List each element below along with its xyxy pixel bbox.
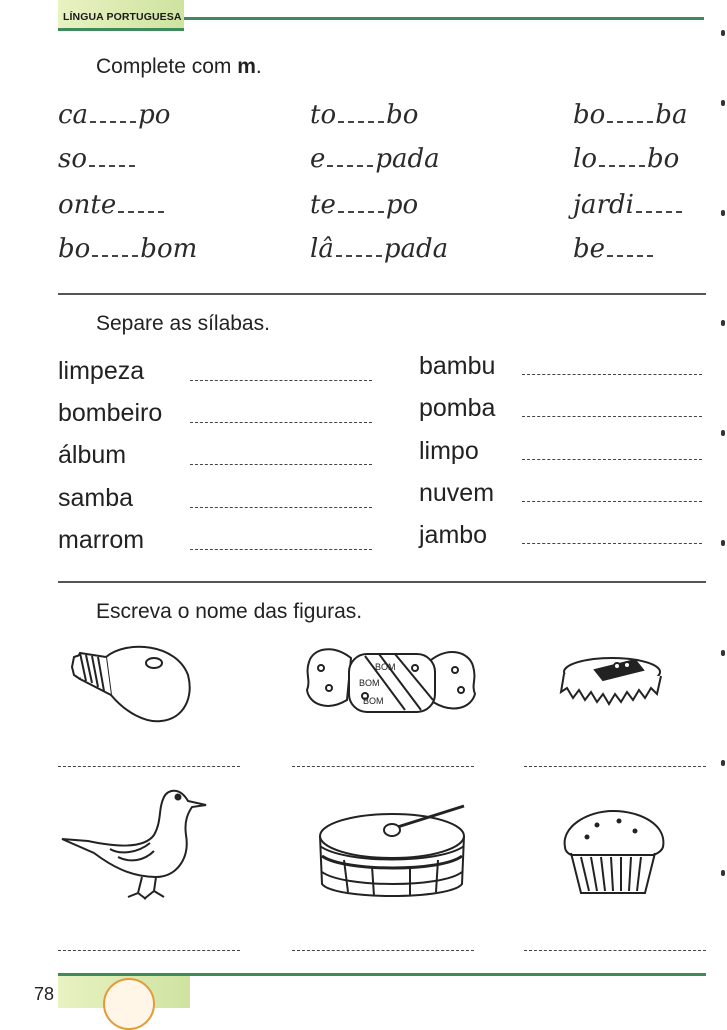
word-end: po xyxy=(138,100,171,130)
binding-mark xyxy=(721,760,725,766)
header-rule xyxy=(184,17,704,20)
word-start: to xyxy=(310,100,337,130)
answer-line[interactable] xyxy=(522,459,702,460)
complete-item xyxy=(573,144,679,174)
binding-mark xyxy=(721,210,725,216)
fill-blank[interactable] xyxy=(89,147,135,167)
left-word: álbum xyxy=(58,441,127,469)
instruction-text: Complete com xyxy=(96,55,238,78)
answer-line[interactable] xyxy=(524,766,706,767)
word-end: po xyxy=(385,190,419,220)
word-end: bo xyxy=(386,100,419,130)
fill-blank[interactable] xyxy=(327,147,373,167)
section-divider xyxy=(58,293,706,295)
complete-item xyxy=(573,100,687,130)
word-start: te xyxy=(310,190,336,220)
binding-mark xyxy=(721,100,725,106)
word-start: jardi xyxy=(573,190,634,220)
answer-line[interactable] xyxy=(522,501,702,502)
word-end: ba xyxy=(655,100,688,130)
word-start: bo xyxy=(58,234,91,264)
footer-rule xyxy=(58,973,706,976)
binding-mark xyxy=(721,650,725,656)
word-start: onte xyxy=(58,190,117,220)
answer-line[interactable] xyxy=(190,380,372,381)
answer-line[interactable] xyxy=(190,549,372,550)
binding-mark xyxy=(721,540,725,546)
page-number: 78 xyxy=(34,984,55,1004)
answer-line[interactable] xyxy=(522,374,702,375)
fill-blank[interactable] xyxy=(118,193,164,213)
left-word: samba xyxy=(58,484,134,512)
answer-line[interactable] xyxy=(522,543,702,544)
answer-line[interactable] xyxy=(292,950,474,951)
candy-picture xyxy=(303,640,479,727)
right-word: limpo xyxy=(419,437,479,465)
complete-item xyxy=(573,190,684,220)
word-end: pada xyxy=(375,144,440,174)
fill-blank[interactable] xyxy=(90,103,136,123)
answer-line[interactable] xyxy=(190,507,372,508)
fill-blank[interactable] xyxy=(636,193,682,213)
word-end: pada xyxy=(383,234,449,264)
instruction-letter: m xyxy=(237,55,256,78)
right-word: pomba xyxy=(419,394,496,422)
answer-line[interactable] xyxy=(58,766,240,767)
complete-item xyxy=(58,234,197,264)
right-word: nuvem xyxy=(419,479,495,507)
word-start: lâ xyxy=(310,234,334,264)
left-word: marrom xyxy=(58,526,145,554)
fill-blank[interactable] xyxy=(599,147,645,167)
candy-wrapper-text: BOM xyxy=(363,696,384,706)
answer-line[interactable] xyxy=(522,416,702,417)
section3-instruction: Escreva o nome das figuras. xyxy=(96,600,363,623)
complete-item xyxy=(310,144,440,174)
answer-line[interactable] xyxy=(58,950,240,951)
word-start: lo xyxy=(573,144,597,174)
answer-line[interactable] xyxy=(524,950,706,951)
section-divider xyxy=(58,581,706,583)
answer-line[interactable] xyxy=(292,766,474,767)
complete-item xyxy=(310,234,448,264)
word-start: bo xyxy=(573,100,606,130)
left-word: bombeiro xyxy=(58,399,163,427)
word-start: ca xyxy=(58,100,89,130)
candy-wrapper-text: BOM xyxy=(359,678,380,688)
right-word: bambu xyxy=(419,352,496,380)
binding-mark xyxy=(721,870,725,876)
word-start: so xyxy=(58,144,87,174)
complete-item xyxy=(58,144,137,174)
instruction-period: . xyxy=(255,55,262,78)
subject-title: LÍNGUA PORTUGUESA xyxy=(63,11,182,23)
binding-mark xyxy=(721,430,725,436)
word-end: bo xyxy=(646,144,680,174)
header-tab-underline xyxy=(58,28,184,31)
left-word: limpeza xyxy=(58,357,145,385)
complete-item xyxy=(58,190,166,220)
binding-mark xyxy=(721,320,725,326)
bottle-cap-picture xyxy=(557,652,667,715)
fill-blank[interactable] xyxy=(607,237,653,257)
complete-item xyxy=(310,190,418,220)
fill-blank[interactable] xyxy=(338,193,384,213)
complete-item xyxy=(573,234,655,264)
pigeon-picture xyxy=(58,783,210,910)
drum-picture xyxy=(314,800,474,909)
fill-blank[interactable] xyxy=(92,237,138,257)
fill-blank[interactable] xyxy=(336,237,382,257)
candy-wrapper-text: BOM xyxy=(375,662,396,672)
word-start: e xyxy=(310,144,326,174)
answer-line[interactable] xyxy=(190,422,372,423)
complete-item xyxy=(310,100,418,130)
right-word: jambo xyxy=(419,521,488,549)
section1-instruction xyxy=(96,55,262,79)
complete-item xyxy=(58,100,170,130)
binding-mark xyxy=(721,30,725,36)
answer-line[interactable] xyxy=(190,464,372,465)
muffin-picture xyxy=(557,807,669,904)
fill-blank[interactable] xyxy=(338,103,384,123)
word-end: bom xyxy=(140,234,198,264)
section2-instruction: Separe as sílabas. xyxy=(96,312,270,335)
word-start: be xyxy=(573,234,606,264)
ball-icon xyxy=(103,978,155,1030)
lightbulb-picture xyxy=(66,635,196,730)
fill-blank[interactable] xyxy=(607,103,653,123)
